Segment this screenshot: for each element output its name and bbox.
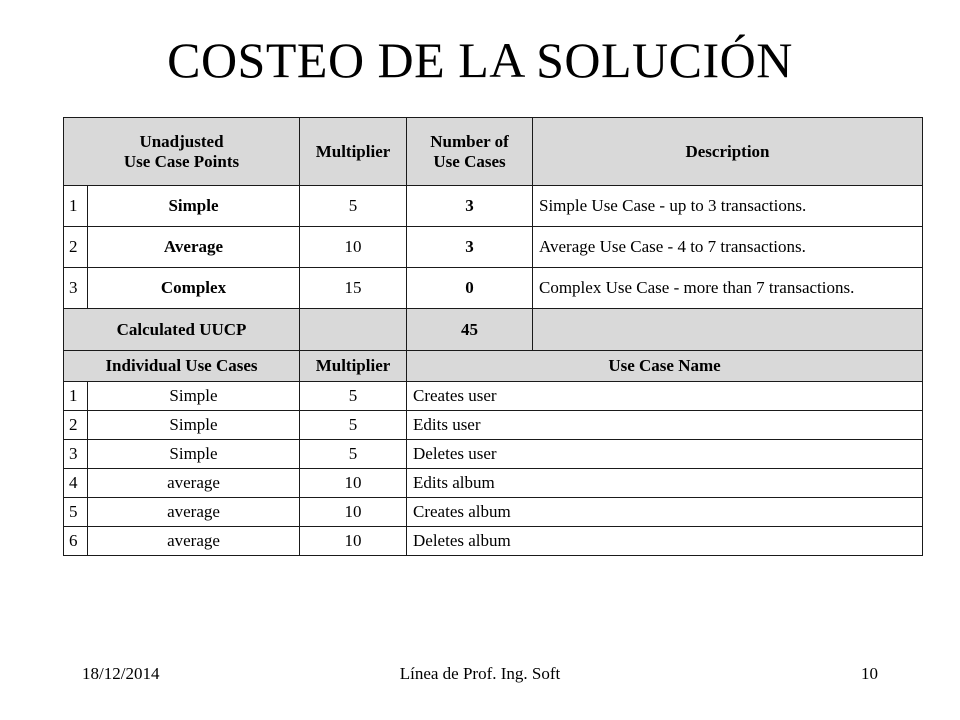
calculated-uucp-value: 45 xyxy=(407,309,533,351)
row-number: 1 xyxy=(64,382,88,411)
multiplier-value: 10 xyxy=(300,469,407,498)
row-number: 5 xyxy=(64,498,88,527)
use-case-name: Creates album xyxy=(407,498,923,527)
row-number: 2 xyxy=(64,411,88,440)
page-number: 10 xyxy=(861,664,878,683)
uucp-header-row xyxy=(64,118,923,186)
multiplier-value: 10 xyxy=(300,227,407,268)
footer-center-text: Línea de Prof. Ing. Soft xyxy=(399,664,561,683)
uucp-row xyxy=(64,186,923,227)
row-number: 1 xyxy=(64,186,88,227)
row-number: 4 xyxy=(64,469,88,498)
header-description: Description xyxy=(533,118,923,186)
use-case-name: Deletes album xyxy=(407,527,923,556)
use-case-count: 0 xyxy=(407,268,533,309)
header-individual-use-cases: Individual Use Cases xyxy=(64,351,300,382)
individual-header-row xyxy=(64,351,923,382)
use-case-name: Edits album xyxy=(407,469,923,498)
individual-row xyxy=(64,498,923,527)
individual-row xyxy=(64,411,923,440)
individual-row xyxy=(64,382,923,411)
footer-date: 18/12/2014 xyxy=(82,664,160,683)
uucp-row xyxy=(64,268,923,309)
header-multiplier: Multiplier xyxy=(300,118,407,186)
empty-cell xyxy=(300,309,407,351)
use-case-type: Complex xyxy=(88,268,300,309)
use-case-type: Simple xyxy=(88,186,300,227)
individual-row xyxy=(64,440,923,469)
header-use-case-name: Use Case Name xyxy=(407,351,923,382)
header-number-of-use-cases: Number of Use Cases xyxy=(407,118,533,186)
use-case-type: average xyxy=(88,527,300,556)
multiplier-value: 5 xyxy=(300,411,407,440)
multiplier-value: 5 xyxy=(300,440,407,469)
description-text: Simple Use Case - up to 3 transactions. xyxy=(533,186,923,227)
use-case-count: 3 xyxy=(407,227,533,268)
row-number: 6 xyxy=(64,527,88,556)
use-case-type: Simple xyxy=(88,440,300,469)
empty-cell xyxy=(533,309,923,351)
description-text: Average Use Case - 4 to 7 transactions. xyxy=(533,227,923,268)
use-case-type: average xyxy=(88,469,300,498)
individual-row xyxy=(64,469,923,498)
use-case-type: Simple xyxy=(88,382,300,411)
calculated-uucp-row xyxy=(64,309,923,351)
multiplier-value: 15 xyxy=(300,268,407,309)
use-case-type: Average xyxy=(88,227,300,268)
calculated-uucp-label: Calculated UUCP xyxy=(64,309,300,351)
slide-title: COSTEO DE LA SOLUCIÓN xyxy=(167,32,793,88)
row-number: 3 xyxy=(64,440,88,469)
use-case-name: Edits user xyxy=(407,411,923,440)
multiplier-value: 5 xyxy=(300,186,407,227)
individual-row xyxy=(64,527,923,556)
row-number: 3 xyxy=(64,268,88,309)
description-text: Complex Use Case - more than 7 transactions. xyxy=(533,268,923,309)
header-multiplier: Multiplier xyxy=(300,351,407,382)
use-case-count: 3 xyxy=(407,186,533,227)
use-case-type: average xyxy=(88,498,300,527)
uucp-row xyxy=(64,227,923,268)
use-case-name: Creates user xyxy=(407,382,923,411)
use-case-points-table xyxy=(63,117,923,556)
use-case-type: Simple xyxy=(88,411,300,440)
multiplier-value: 5 xyxy=(300,382,407,411)
header-unadjusted-use-case-points: Unadjusted Use Case Points xyxy=(64,118,300,186)
multiplier-value: 10 xyxy=(300,498,407,527)
use-case-name: Deletes user xyxy=(407,440,923,469)
multiplier-value: 10 xyxy=(300,527,407,556)
row-number: 2 xyxy=(64,227,88,268)
